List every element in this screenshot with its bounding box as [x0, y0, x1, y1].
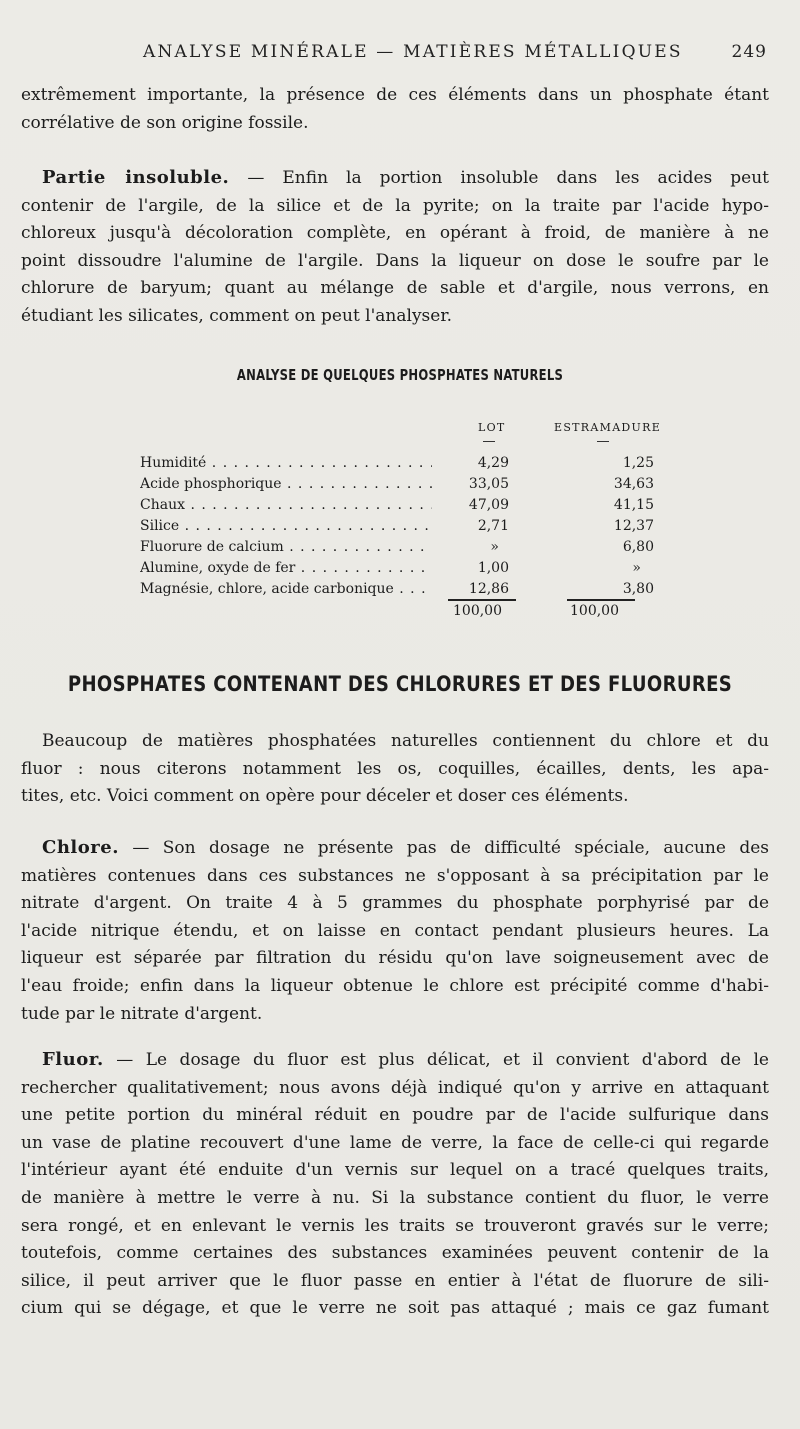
text-line: l'acide nitrique étendu, et on laisse en contact pendant plusieurs heures. La — [21, 920, 769, 941]
row-label: Acide phosphorique . . . — [140, 476, 432, 492]
run-in-heading: Partie insoluble. — [42, 167, 230, 188]
row-label: Magnésie, chlore, acide carbonique . . . — [140, 581, 432, 597]
text-fragment: — Enfin la portion insoluble dans les acides peut — [247, 168, 769, 188]
text-line: chlorure de baryum; quant au mélange de sable et d'argile, nous verrons, en — [21, 278, 769, 299]
chlore-paragraph — [21, 834, 769, 1028]
text-line: fluor : nous citerons notamment les os, coquilles, écailles, dents, les apa- — [21, 758, 769, 779]
page-number: 249 — [731, 42, 767, 62]
total-lot: 100,00 — [453, 603, 502, 619]
text-line: de manière à mettre le verre à nu. Si la substance contient du fluor, le verre — [21, 1187, 769, 1208]
fluor-paragraph — [21, 1046, 769, 1323]
value-estramadure: 6,80 — [622, 539, 654, 555]
text-line: silice, il peut arriver que le fluor passe en entier à l'état de fluorure de sili- — [21, 1270, 769, 1291]
section-intro-paragraph — [21, 728, 769, 811]
text-line: Beaucoup de matières phosphatées naturelles contiennent du chlore et du — [42, 731, 769, 751]
table-row — [0, 581, 800, 602]
sum-rule — [448, 599, 516, 601]
text-line: rechercher qualitativement; nous avons déjà indiqué qu'on y arrive en attaquant — [21, 1077, 769, 1098]
partie-insoluble-paragraph — [21, 164, 769, 331]
table-title: ANALYSE DE QUELQUES PHOSPHATES NATURELS — [236, 366, 564, 384]
text-line: tude par le nitrate d'argent. — [21, 1003, 263, 1024]
column-dash — [597, 441, 609, 442]
run-in-heading: Chlore. — [42, 837, 119, 858]
row-label: Silice . . . — [140, 518, 432, 534]
text-line: tites, etc. Voici comment on opère pour déceler et doser ces éléments. — [21, 786, 629, 807]
row-label: Humidité . . . — [140, 455, 432, 471]
text-line — [21, 834, 769, 863]
value-estramadure: 1,25 — [622, 455, 654, 471]
value-estramadure: 34,63 — [613, 476, 654, 492]
text-line: l'intérieur ayant été enduite d'un vernis sur lequel on a tracé quelques traits, — [21, 1160, 769, 1181]
value-lot: 47,09 — [468, 497, 509, 513]
text-line: sera rongé, et en enlevant le vernis les traits se trouveront gravés sur le verre; — [21, 1215, 769, 1236]
table-row — [0, 539, 800, 560]
text-line: corrélative de son origine fossile. — [21, 112, 309, 133]
text-line: matières contenues dans ces substances ne s'opposant à sa précipitation par le — [21, 865, 769, 886]
text-line: extrêmement importante, la présence de ces éléments dans un phosphate étant — [21, 85, 769, 105]
table-row — [0, 476, 800, 497]
table-row — [0, 497, 800, 518]
value-lot: 12,86 — [468, 581, 509, 597]
value-lot: 1,00 — [477, 560, 509, 576]
value-lot: 33,05 — [468, 476, 509, 492]
section-heading: PHOSPHATES CONTENANT DES CHLORURES ET DES FLUORURES — [67, 672, 733, 696]
column-dash — [483, 441, 495, 442]
value-lot: 2,71 — [477, 518, 509, 534]
text-line: chloreux jusqu'à décoloration complète, en opérant à froid, de manière à ne — [21, 223, 769, 244]
text-line: toutefois, comme certaines des substances examinées peuvent contenir de la — [21, 1243, 769, 1264]
text-line: cium qui se dégage, et que le verre ne soit pas attaqué ; mais ce gaz fumant — [21, 1298, 769, 1319]
text-fragment: — Le dosage du fluor est plus délicat, et il convient d'abord de le — [116, 1050, 769, 1070]
table-row — [0, 455, 800, 476]
text-line: nitrate d'argent. On traite 4 à 5 grammes du phosphate porphyrisé par de — [21, 893, 769, 914]
value-estramadure: 12,37 — [613, 518, 654, 534]
text-line: un vase de platine recouvert d'une lame de verre, la face de celle-ci qui regarde — [21, 1132, 769, 1153]
running-title: ANALYSE MINÉRALE — MATIÈRES MÉTALLIQUES — [143, 42, 683, 62]
row-label: Chaux . . . — [140, 497, 432, 513]
table-row — [0, 518, 800, 539]
total-estramadure: 100,00 — [570, 603, 619, 619]
text-line: étudiant les silicates, comment on peut l'analyser. — [21, 305, 452, 326]
running-head — [0, 42, 800, 66]
value-estramadure: » — [632, 560, 641, 576]
column-header-lot: LOT — [478, 421, 506, 434]
text-fragment: — Son dosage ne présente pas de difficulté spéciale, aucune des — [132, 838, 770, 858]
text-line: contenir de l'argile, de la silice et de la pyrite; on la traite par l'acide hypo- — [21, 195, 769, 216]
text-line: une petite portion du minéral réduit en poudre par de l'acide sulfurique dans — [21, 1105, 769, 1126]
value-estramadure: 41,15 — [613, 497, 654, 513]
row-label: Fluorure de calcium . . . — [140, 539, 432, 555]
text-line: l'eau froide; enfin dans la liqueur obtenue le chlore est précipité comme d'habi- — [21, 975, 769, 996]
value-estramadure: 3,80 — [622, 581, 654, 597]
text-line — [21, 164, 769, 193]
table-row — [0, 560, 800, 581]
sum-rule — [567, 599, 635, 601]
run-in-heading: Fluor. — [42, 1049, 104, 1070]
text-line: liqueur est séparée par filtration du résidu qu'on lave soigneusement avec de — [21, 948, 769, 969]
text-line: point dissoudre l'alumine de l'argile. Dans la liqueur on dose le soufre par le — [21, 250, 769, 271]
column-header-estramadure: ESTRAMADURE — [554, 421, 662, 434]
row-label: Alumine, oxyde de fer . . . — [140, 560, 432, 576]
intro-paragraph — [21, 82, 769, 137]
text-line — [21, 1046, 769, 1075]
value-lot: » — [490, 539, 499, 555]
value-lot: 4,29 — [477, 455, 509, 471]
